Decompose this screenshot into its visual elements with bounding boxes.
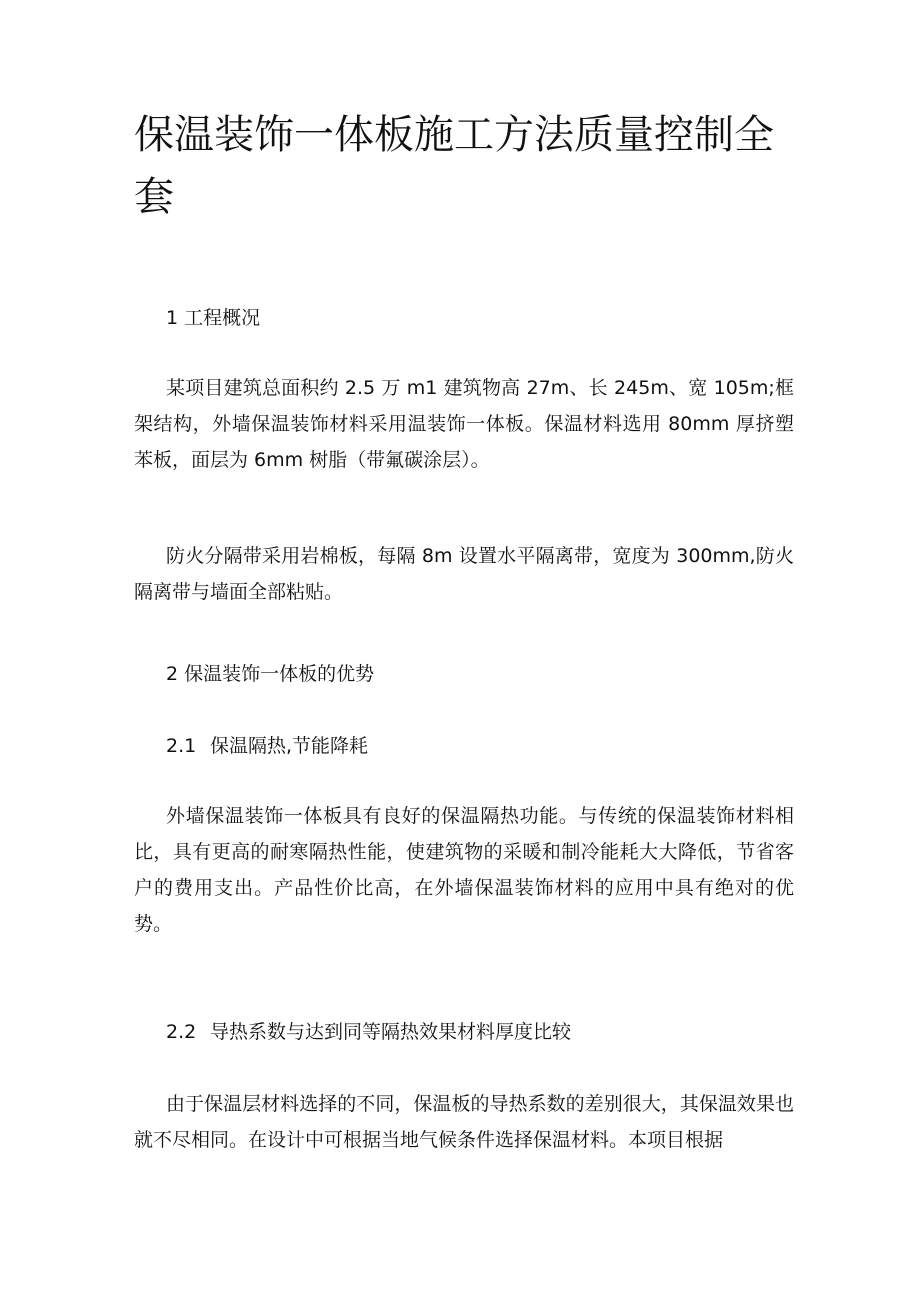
section-2-2-number: 2.2 xyxy=(166,1021,197,1043)
section-2-2-title: 导热系数与达到同等隔热效果材料厚度比较 xyxy=(210,1021,572,1043)
section-2-2-heading xyxy=(166,1014,766,1050)
section-2-2-paragraph: 由于保温层材料选择的不同，保温板的导热系数的差别很大，其保温效果也就不尽相同。在设计中可根据当地气候条件选择保温材料。本项目根据 xyxy=(134,1093,794,1151)
section-2-heading: 2 保温装饰一体板的优势 xyxy=(166,663,375,685)
document-title: 保温装饰一体板施工方法质量控制全套 xyxy=(134,112,774,220)
section-2-1-title: 保温隔热,节能降耗 xyxy=(210,735,369,757)
section-1-paragraph-2: 防火分隔带采用岩棉板，每隔 8m 设置水平隔离带，宽度为 300mm,防火隔离带与墙面全部粘贴。 xyxy=(134,545,794,603)
section-1-heading: 1 工程概况 xyxy=(166,307,261,329)
section-2-1-number: 2.1 xyxy=(166,735,197,757)
section-2-1-paragraph: 外墙保温装饰一体板具有良好的保温隔热功能。与传统的保温装饰材料相比，具有更高的耐寒隔热性能，使建筑物的采暖和制冷能耗大大降低，节省客户的费用支出。产品性价比高，在外墙保温装饰材料的应用中具有绝对的优势。 xyxy=(134,805,794,935)
section-1-paragraph-1: 某项目建筑总面积约 2.5 万 m1 建筑物高 27m、长 245m、宽 105m;框架结构，外墙保温装饰材料采用温装饰一体板。保温材料选用 80mm 厚挤塑苯板，面层为 6mm 树脂（带氟碳涂层）。 xyxy=(134,377,794,471)
section-2-1-heading xyxy=(166,728,766,764)
